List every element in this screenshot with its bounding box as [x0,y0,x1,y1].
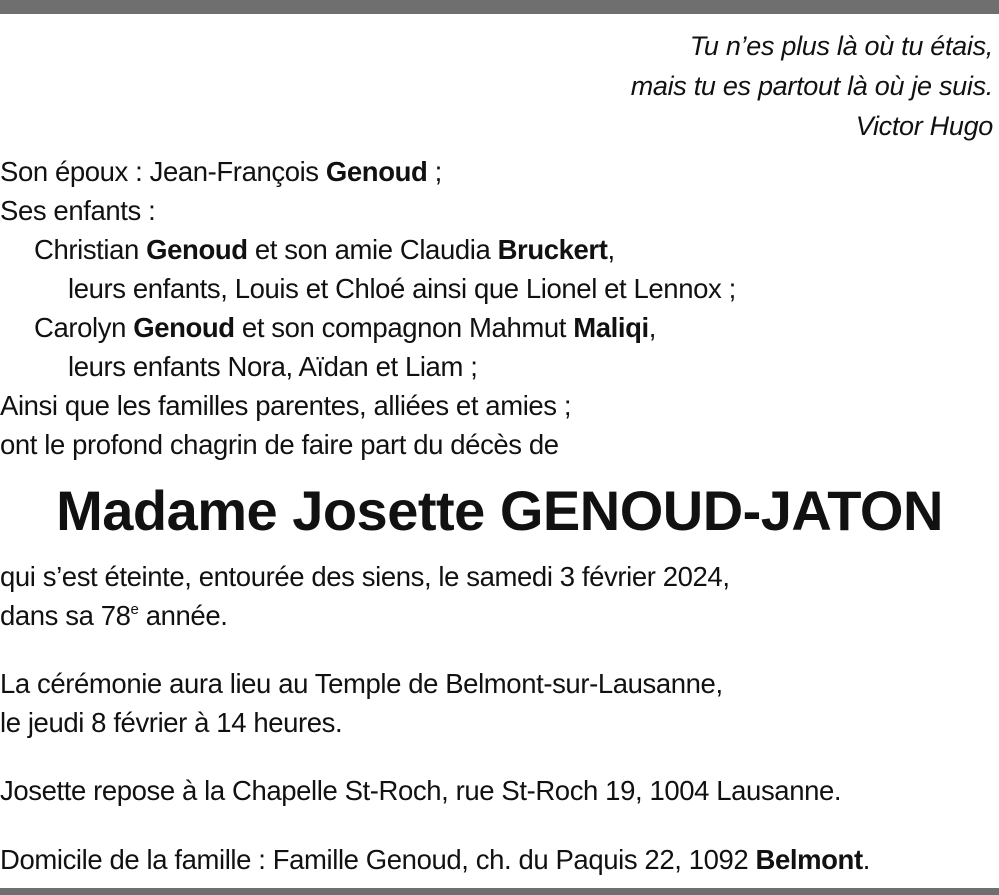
child2-comma: , [648,312,656,343]
quote-line-2: mais tu es partout là où je suis. [630,71,993,101]
deceased-name: Madame Josette GENOUD-JATON [56,479,943,542]
child1-partner-surname: Bruckert [497,234,608,265]
domicile-text: Domicile de la famille : Famille Genoud, ch. du Paquis 22, 1092 [0,844,756,875]
age-line [0,596,730,635]
age-superscript: e [130,601,139,618]
child1-kids: leurs enfants, Louis et Chloé ainsi que Lionel et Lennox ; [68,273,736,304]
child1-comma: , [607,234,615,265]
spouse-surname: Genoud [325,156,428,187]
rest-line: Josette repose à la Chapelle St-Roch, rue St-Roch 19, 1004 Lausanne. [0,775,842,806]
children-label: Ses enfants : [0,195,156,226]
child2-kids: leurs enfants Nora, Aïdan et Liam ; [68,351,478,382]
family-address [0,840,870,879]
spouse-text: Son époux : Jean-François [0,156,326,187]
domicile-town: Belmont [755,844,863,875]
spouse-line [0,152,736,191]
others-line: Ainsi que les familles parentes, alliées et amies ; [0,390,572,421]
ceremony-line-1: La cérémonie aura lieu au Temple de Belmont-sur-Lausanne, [0,668,723,699]
family-list [0,152,736,464]
quote-author: Victor Hugo [855,111,993,141]
age-prefix: dans sa 78 [0,600,131,631]
child1-surname: Genoud [146,234,248,265]
rest-details [0,771,841,810]
age-suffix: année. [138,600,228,631]
ceremony-details [0,664,723,742]
top-rule [0,0,999,14]
child2-partner-surname: Maliqi [573,312,649,343]
spouse-suffix: ; [427,156,442,187]
child2-line [0,308,736,347]
ceremony-line-2: le jeudi 8 février à 14 heures. [0,707,343,738]
announce-line: ont le profond chagrin de faire part du décès de [0,429,559,460]
child2-surname: Genoud [133,312,235,343]
death-line: qui s’est éteinte, entourée des siens, le samedi 3 février 2024, [0,561,730,592]
child2-first: Carolyn [34,312,134,343]
child1-middle: et son amie Claudia [247,234,498,265]
bottom-rule [0,888,999,895]
domicile-suffix: . [862,844,870,875]
quote-line-1: Tu n’es plus là où tu étais, [689,31,993,61]
death-details [0,557,730,635]
domicile-line [0,840,870,879]
child1-first: Christian [34,234,147,265]
child1-line [0,230,736,269]
epigraph-quote [631,26,993,146]
child2-middle: et son compagnon Mahmut [234,312,574,343]
